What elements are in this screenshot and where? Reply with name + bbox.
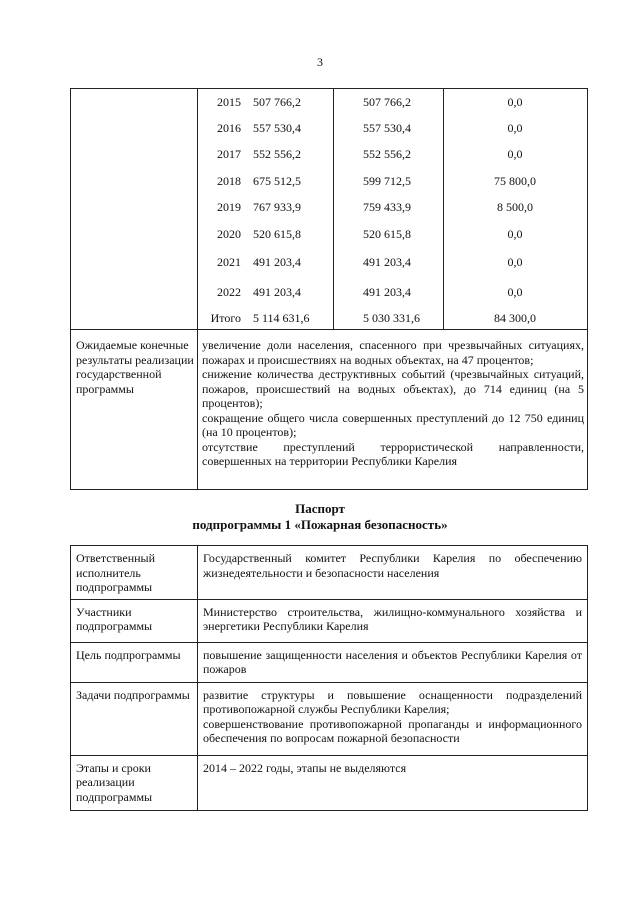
budget-cell: 520 615,8 bbox=[363, 227, 411, 241]
total-cell: 507 766,2 bbox=[253, 95, 301, 109]
passport-value bbox=[198, 755, 588, 810]
passport-row bbox=[71, 599, 588, 642]
passport-value-line: Государственный комитет Республики Карелия по обеспечению жизнедеятельности и безопасности населения bbox=[203, 551, 582, 580]
budget-cell: 552 556,2 bbox=[363, 147, 411, 161]
budget-cell: 491 203,4 bbox=[363, 285, 411, 299]
total-cell: 5 114 631,6 bbox=[253, 311, 310, 325]
result-item: отсутствие преступлений террористической направленности, совершенных на территории Республики Карелия bbox=[202, 439, 584, 468]
passport-label: Задачи подпрограммы bbox=[71, 682, 198, 755]
passport-value bbox=[198, 546, 588, 600]
total-cell: 767 933,9 bbox=[253, 200, 301, 214]
other-cell: 0,0 bbox=[507, 285, 523, 299]
passport-value bbox=[198, 682, 588, 755]
passport-value-line: 2014 – 2022 годы, этапы не выделяются bbox=[203, 760, 407, 775]
passport-row bbox=[71, 682, 588, 755]
passport-value-line: Министерство строительства, жилищно-коммунального хозяйства и энергетики Республики Карелия bbox=[203, 604, 582, 633]
passport-label: Цель подпрограммы bbox=[71, 642, 198, 682]
passport-value-line: совершенствование противопожарной пропаганды и информационного обеспечения по вопросам пожарной безопасности bbox=[203, 716, 582, 745]
other-cell: 0,0 bbox=[507, 147, 523, 161]
passport-label: Этапы и сроки реализации подпрограммы bbox=[71, 755, 198, 810]
results-text bbox=[202, 338, 584, 469]
expected-results-block bbox=[70, 329, 588, 490]
year-cell: 2022 bbox=[217, 285, 241, 299]
passport-row bbox=[71, 755, 588, 810]
passport-table bbox=[70, 545, 588, 811]
other-cell: 8 500,0 bbox=[497, 200, 533, 214]
budget-cell: 5 030 331,6 bbox=[363, 311, 420, 325]
other-cell: 0,0 bbox=[507, 227, 523, 241]
subprogram-heading bbox=[0, 501, 640, 533]
year-cell: 2017 bbox=[217, 147, 241, 161]
passport-row bbox=[71, 546, 588, 600]
budget-cell: 759 433,9 bbox=[363, 200, 411, 214]
year-cell: 2018 bbox=[217, 174, 241, 188]
budget-cell: 491 203,4 bbox=[363, 255, 411, 269]
budget-cell: 557 530,4 bbox=[363, 121, 411, 135]
heading-line-1: Паспорт bbox=[295, 501, 345, 516]
total-cell: 491 203,4 bbox=[253, 285, 301, 299]
page-number: 3 bbox=[317, 55, 323, 69]
year-cell: 2020 bbox=[217, 227, 241, 241]
passport-value bbox=[198, 599, 588, 642]
result-item: сокращение общего числа совершенных преступлений до 12 750 единиц (на 10 процентов); bbox=[202, 410, 584, 439]
passport-value-line: повышение защищенности населения и объектов Республики Карелия от пожаров bbox=[203, 647, 582, 676]
year-cell: 2016 bbox=[217, 121, 241, 135]
total-cell: 491 203,4 bbox=[253, 255, 301, 269]
column-divider bbox=[197, 329, 198, 489]
other-cell: 0,0 bbox=[507, 121, 523, 135]
passport-label: Участники подпрограммы bbox=[71, 599, 198, 642]
other-cell: 0,0 bbox=[507, 95, 523, 109]
result-item: снижение количества деструктивных событий (чрезвычайных ситуаций, пожаров, происшествий на водных объектах), до 714 единиц (на 5 процентов); bbox=[202, 367, 584, 410]
total-cell: 675 512,5 bbox=[253, 174, 301, 188]
result-item: увеличение доли населения, спасенного при чрезвычайных ситуациях, пожарах и происшествиях на водных объектах, на 47 процентов; bbox=[202, 338, 584, 367]
other-cell: 75 800,0 bbox=[494, 174, 536, 188]
year-cell: 2015 bbox=[217, 95, 241, 109]
total-cell: 520 615,8 bbox=[253, 227, 301, 241]
other-cell: 0,0 bbox=[507, 255, 523, 269]
funding-table bbox=[70, 88, 588, 330]
results-label: Ожидаемые конечные результаты реализации государственной программы bbox=[76, 338, 194, 396]
passport-value-line: развитие структуры и повышение оснащенности подразделений противопожарной службы Республики Карелия; bbox=[203, 687, 582, 716]
budget-cell: 599 712,5 bbox=[363, 174, 411, 188]
total-cell: 557 530,4 bbox=[253, 121, 301, 135]
passport-value bbox=[198, 642, 588, 682]
year-cell: 2021 bbox=[217, 255, 241, 269]
passport-label: Ответственный исполнитель подпрограммы bbox=[71, 546, 198, 600]
other-cell: 84 300,0 bbox=[494, 311, 536, 325]
budget-cell: 507 766,2 bbox=[363, 95, 411, 109]
total-cell: 552 556,2 bbox=[253, 147, 301, 161]
heading-line-2: подпрограммы 1 «Пожарная безопасность» bbox=[192, 517, 448, 532]
passport-row bbox=[71, 642, 588, 682]
year-cell: 2019 bbox=[217, 200, 241, 214]
total-label: Итого bbox=[210, 311, 241, 325]
